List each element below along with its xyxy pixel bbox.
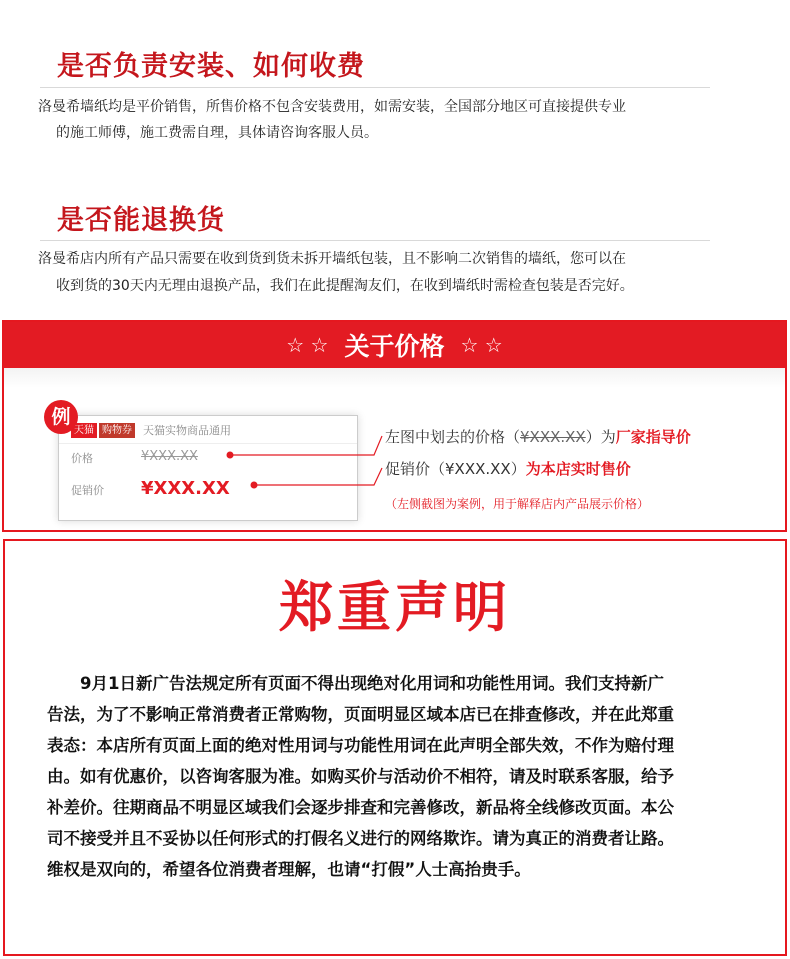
declaration-line: 9月1日新广告法规定所有页面不得出现绝对化用词和功能性用词。我们支持新广: [47, 674, 664, 693]
price-label: 价格: [71, 452, 93, 465]
returns-text-line1: 洛曼希店内所有产品只需要在收到货到货未拆开墙纸包装，且不影响二次销售的墙纸，您可以在: [38, 251, 626, 267]
price-section: [2, 320, 787, 532]
install-title: 是否负责安装、如何收费: [57, 51, 365, 82]
annotation-1-prefix: 左图中划去的价格（: [385, 428, 521, 446]
returns-text-line2: 收到货的30天内无理由退换产品，我们在此提醒淘友们，在收到墙纸时需检查包装是否完好。: [56, 278, 634, 294]
example-badge: 例: [44, 400, 78, 434]
coupon-tag: 购物券: [99, 423, 135, 438]
declaration-line: 司不接受并且不妥协以任何形式的打假名义进行的网络欺诈。请为真正的消费者让路。: [47, 829, 674, 848]
annotation-1-red: 厂家指导价: [615, 428, 691, 446]
install-text-line1: 洛曼希墙纸均是平价销售，所售价格不包含安装费用，如需安装，全国部分地区可直接提供专业: [38, 99, 626, 115]
connector-line-2: [254, 468, 382, 485]
annotation-1-mid: ）为: [585, 428, 616, 446]
annotation-note: （左侧截图为案例，用于解释店内产品展示价格）: [385, 497, 650, 511]
declaration-line: 表态：本店所有页面上面的绝对性用词与功能性用词在此声明全部失效，不作为赔付理: [47, 736, 674, 755]
annotation-2-red: 为本店实时售价: [525, 460, 631, 478]
declaration-line: 告法，为了不影响正常消费者正常购物，页面明显区域本店已在排查修改，并在此郑重: [47, 705, 674, 724]
coupon-text: 天猫实物商品通用: [143, 424, 231, 437]
annotation-store-price: [385, 458, 631, 479]
price-strike-value: ¥XXX.XX: [141, 449, 198, 464]
price-header-shadow: [4, 368, 785, 388]
annotation-guide-price: [385, 426, 691, 447]
annotation-1-strike: ¥XXX.XX: [520, 428, 586, 446]
declaration-title: 郑重声明: [279, 576, 511, 639]
connector-lines: [224, 422, 384, 502]
declaration-body: [47, 668, 767, 885]
promo-label: 促销价: [71, 484, 104, 497]
star-icon-right: ☆ ☆: [460, 333, 503, 357]
price-header-bar: [4, 322, 785, 368]
declaration-line: 补差价。往期商品不明显区域我们会逐步排查和完善修改，新品将全线修改页面。本公: [47, 798, 674, 817]
tmall-tag: 天猫: [71, 423, 97, 438]
declaration-section: [3, 539, 787, 956]
returns-divider: [40, 240, 710, 241]
price-title: 关于价格: [344, 332, 445, 361]
star-icon-left: ☆ ☆: [286, 333, 329, 357]
annotation-2-prefix: 促销价（¥XXX.XX）: [385, 460, 526, 478]
install-text-line2: 的施工师傅，施工费需自理，具体请咨询客服人员。: [56, 125, 378, 141]
returns-title: 是否能退换货: [57, 205, 225, 236]
promo-price-value: ¥XXX.XX: [141, 478, 230, 499]
declaration-line: 由。如有优惠价，以咨询客服为准。如购买价与活动价不相符，请及时联系客服，给予: [47, 767, 674, 786]
connector-line-1: [230, 436, 382, 455]
install-divider: [40, 87, 710, 88]
declaration-line: 维权是双向的，希望各位消费者理解，也请“打假”人士高抬贵手。: [47, 860, 531, 879]
